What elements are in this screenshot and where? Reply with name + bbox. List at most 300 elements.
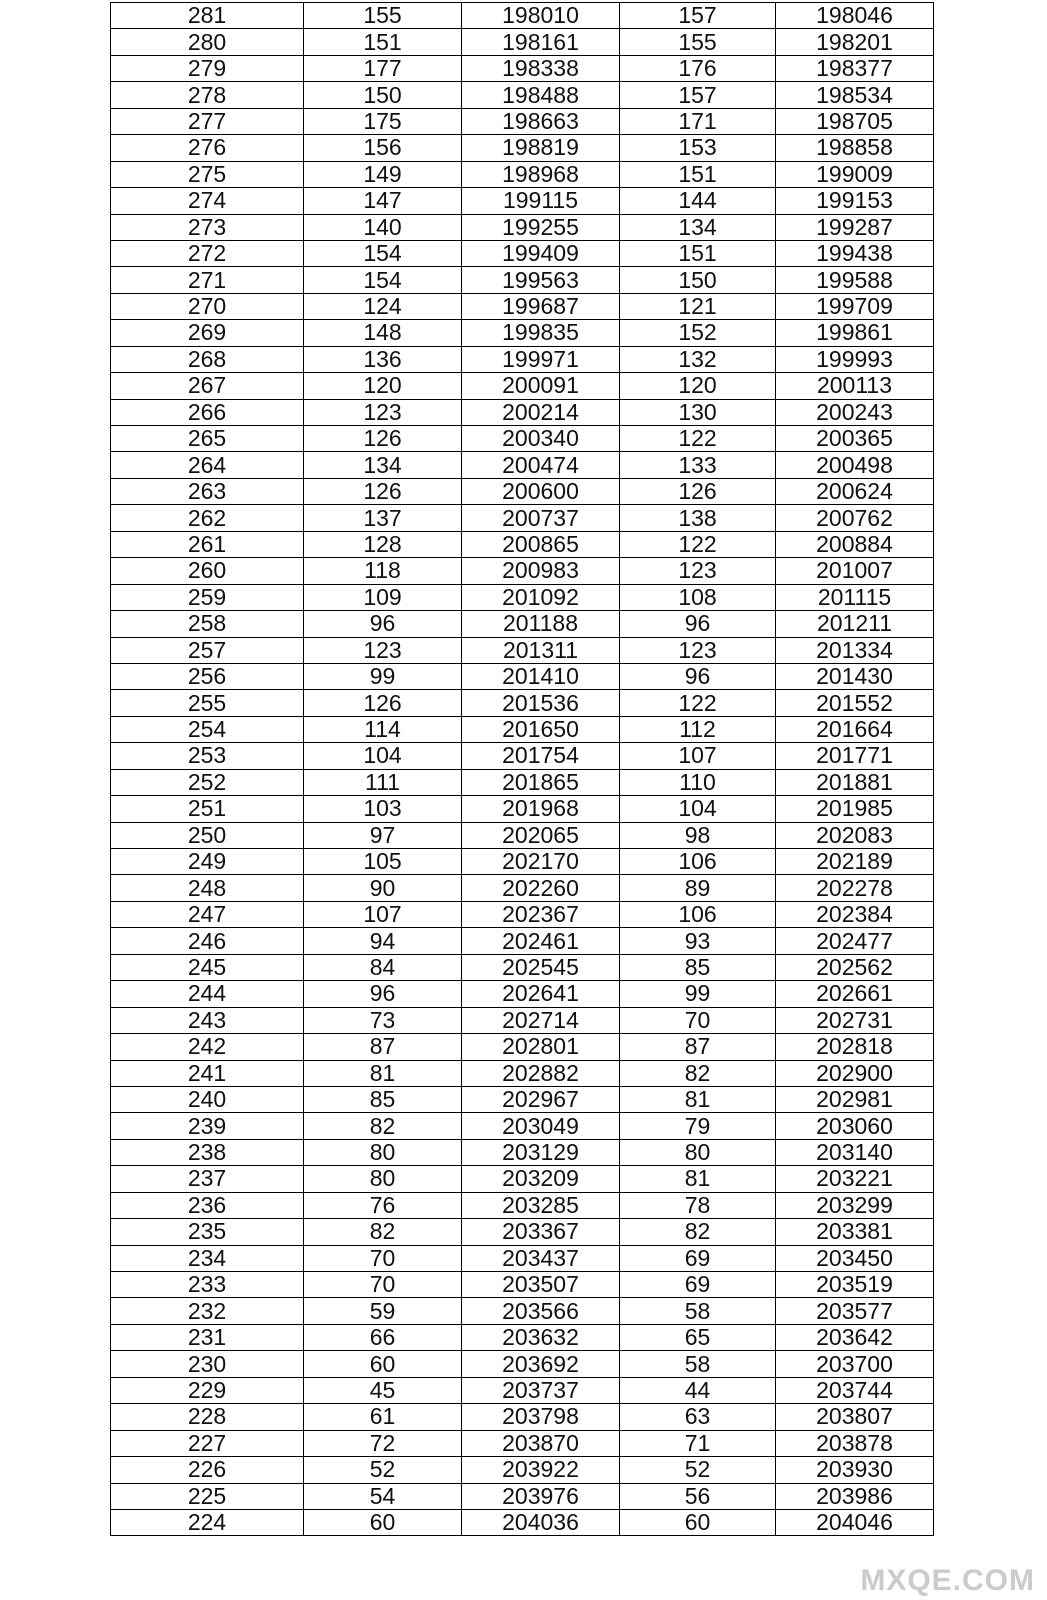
- table-row: [111, 1457, 934, 1483]
- table-cell: 201311: [462, 637, 620, 663]
- table-cell: 200865: [462, 531, 620, 557]
- table-cell: 59: [304, 1298, 462, 1324]
- table-cell: 236: [111, 1192, 304, 1218]
- table-cell: 133: [620, 452, 776, 478]
- table-cell: 82: [304, 1219, 462, 1245]
- table-cell: 281: [111, 3, 304, 29]
- table-cell: 66: [304, 1324, 462, 1350]
- table-cell: 82: [620, 1219, 776, 1245]
- table-cell: 202065: [462, 822, 620, 848]
- table-cell: 201865: [462, 769, 620, 795]
- table-body: [111, 3, 934, 1536]
- table-cell: 52: [304, 1457, 462, 1483]
- table-cell: 152: [620, 320, 776, 346]
- table-row: [111, 1007, 934, 1033]
- table-cell: 199588: [776, 267, 934, 293]
- table-row: [111, 769, 934, 795]
- table-cell: 106: [620, 901, 776, 927]
- table-cell: 137: [304, 505, 462, 531]
- table-cell: 198819: [462, 135, 620, 161]
- table-cell: 203878: [776, 1430, 934, 1456]
- table-cell: 109: [304, 584, 462, 610]
- table-cell: 149: [304, 161, 462, 187]
- table-cell: 201754: [462, 743, 620, 769]
- table-cell: 202562: [776, 954, 934, 980]
- table-cell: 275: [111, 161, 304, 187]
- table-cell: 201115: [776, 584, 934, 610]
- table-row: [111, 399, 934, 425]
- table-cell: 155: [304, 3, 462, 29]
- table-cell: 270: [111, 293, 304, 319]
- table-cell: 126: [304, 426, 462, 452]
- watermark-logo: MXQE.COM: [860, 1564, 1035, 1597]
- table-cell: 203692: [462, 1351, 620, 1377]
- table-cell: 201007: [776, 558, 934, 584]
- table-cell: 239: [111, 1113, 304, 1139]
- table-row: [111, 29, 934, 55]
- table-cell: 73: [304, 1007, 462, 1033]
- table-cell: 198338: [462, 55, 620, 81]
- table-cell: 199835: [462, 320, 620, 346]
- table-cell: 246: [111, 928, 304, 954]
- table-cell: 204046: [776, 1509, 934, 1535]
- table-cell: 200498: [776, 452, 934, 478]
- table-cell: 202900: [776, 1060, 934, 1086]
- table-cell: 144: [620, 188, 776, 214]
- table-row: [111, 161, 934, 187]
- table-cell: 265: [111, 426, 304, 452]
- table-row: [111, 452, 934, 478]
- table-cell: 203922: [462, 1457, 620, 1483]
- table-cell: 123: [304, 399, 462, 425]
- table-row: [111, 637, 934, 663]
- table-cell: 225: [111, 1483, 304, 1509]
- table-cell: 72: [304, 1430, 462, 1456]
- table-cell: 138: [620, 505, 776, 531]
- table-cell: 198534: [776, 82, 934, 108]
- table-cell: 60: [304, 1509, 462, 1535]
- table-cell: 199287: [776, 214, 934, 240]
- table-cell: 202818: [776, 1034, 934, 1060]
- table-cell: 198010: [462, 3, 620, 29]
- table-cell: 241: [111, 1060, 304, 1086]
- table-row: [111, 1139, 934, 1165]
- table-cell: 84: [304, 954, 462, 980]
- table-cell: 199861: [776, 320, 934, 346]
- table-cell: 54: [304, 1483, 462, 1509]
- score-distribution-table: [110, 2, 934, 1536]
- table-cell: 203221: [776, 1166, 934, 1192]
- table-cell: 69: [620, 1245, 776, 1271]
- table-cell: 150: [304, 82, 462, 108]
- table-cell: 228: [111, 1404, 304, 1430]
- table-row: [111, 1060, 934, 1086]
- table-cell: 80: [304, 1166, 462, 1192]
- table-cell: 198663: [462, 108, 620, 134]
- table-cell: 203930: [776, 1457, 934, 1483]
- table-cell: 175: [304, 108, 462, 134]
- table-cell: 202189: [776, 849, 934, 875]
- table-cell: 97: [304, 822, 462, 848]
- table-cell: 203870: [462, 1430, 620, 1456]
- table-row: [111, 796, 934, 822]
- table-cell: 202083: [776, 822, 934, 848]
- table-cell: 81: [620, 1166, 776, 1192]
- table-cell: 201430: [776, 663, 934, 689]
- table-cell: 199709: [776, 293, 934, 319]
- table-cell: 202170: [462, 849, 620, 875]
- table-cell: 251: [111, 796, 304, 822]
- table-cell: 81: [304, 1060, 462, 1086]
- table-row: [111, 928, 934, 954]
- table-row: [111, 981, 934, 1007]
- table-cell: 203450: [776, 1245, 934, 1271]
- table-cell: 121: [620, 293, 776, 319]
- table-cell: 254: [111, 716, 304, 742]
- table-cell: 111: [304, 769, 462, 795]
- table-cell: 151: [620, 161, 776, 187]
- table-row: [111, 822, 934, 848]
- table-cell: 259: [111, 584, 304, 610]
- table-cell: 105: [304, 849, 462, 875]
- table-cell: 201881: [776, 769, 934, 795]
- table-cell: 253: [111, 743, 304, 769]
- table-cell: 201334: [776, 637, 934, 663]
- table-cell: 201771: [776, 743, 934, 769]
- table-cell: 124: [304, 293, 462, 319]
- table-cell: 201968: [462, 796, 620, 822]
- table-row: [111, 320, 934, 346]
- table-row: [111, 135, 934, 161]
- table-cell: 200091: [462, 373, 620, 399]
- table-cell: 128: [304, 531, 462, 557]
- table-cell: 202661: [776, 981, 934, 1007]
- table-cell: 199438: [776, 240, 934, 266]
- table-cell: 255: [111, 690, 304, 716]
- table-cell: 199563: [462, 267, 620, 293]
- table-cell: 203519: [776, 1272, 934, 1298]
- table-cell: 203507: [462, 1272, 620, 1298]
- table-row: [111, 346, 934, 372]
- table-cell: 126: [304, 478, 462, 504]
- table-cell: 266: [111, 399, 304, 425]
- table-cell: 93: [620, 928, 776, 954]
- table-cell: 200113: [776, 373, 934, 399]
- table-cell: 85: [620, 954, 776, 980]
- table-row: [111, 55, 934, 81]
- table-cell: 122: [620, 531, 776, 557]
- table-cell: 234: [111, 1245, 304, 1271]
- table-cell: 104: [304, 743, 462, 769]
- table-cell: 107: [304, 901, 462, 927]
- table-cell: 156: [304, 135, 462, 161]
- table-cell: 198968: [462, 161, 620, 187]
- table-row: [111, 188, 934, 214]
- table-row: [111, 954, 934, 980]
- table-row: [111, 240, 934, 266]
- table-cell: 157: [620, 3, 776, 29]
- table-cell: 81: [620, 1086, 776, 1112]
- table-cell: 202260: [462, 875, 620, 901]
- table-cell: 269: [111, 320, 304, 346]
- table-cell: 70: [304, 1245, 462, 1271]
- table-cell: 70: [620, 1007, 776, 1033]
- table-cell: 148: [304, 320, 462, 346]
- table-row: [111, 1192, 934, 1218]
- table-cell: 238: [111, 1139, 304, 1165]
- table-cell: 155: [620, 29, 776, 55]
- table-cell: 151: [304, 29, 462, 55]
- table-cell: 250: [111, 822, 304, 848]
- table-cell: 199115: [462, 188, 620, 214]
- table-cell: 226: [111, 1457, 304, 1483]
- table-cell: 200983: [462, 558, 620, 584]
- table-cell: 272: [111, 240, 304, 266]
- table-row: [111, 716, 934, 742]
- table-cell: 200243: [776, 399, 934, 425]
- table-cell: 52: [620, 1457, 776, 1483]
- table-row: [111, 478, 934, 504]
- table-cell: 122: [620, 690, 776, 716]
- table-cell: 232: [111, 1298, 304, 1324]
- table-row: [111, 108, 934, 134]
- table-cell: 65: [620, 1324, 776, 1350]
- table-cell: 203744: [776, 1377, 934, 1403]
- table-cell: 277: [111, 108, 304, 134]
- table-cell: 203577: [776, 1298, 934, 1324]
- table-row: [111, 267, 934, 293]
- table-cell: 120: [620, 373, 776, 399]
- table-cell: 271: [111, 267, 304, 293]
- table-cell: 63: [620, 1404, 776, 1430]
- table-cell: 89: [620, 875, 776, 901]
- table-row: [111, 1351, 934, 1377]
- table-cell: 98: [620, 822, 776, 848]
- table-cell: 108: [620, 584, 776, 610]
- table-cell: 107: [620, 743, 776, 769]
- table-cell: 200474: [462, 452, 620, 478]
- table-cell: 242: [111, 1034, 304, 1060]
- table-row: [111, 1324, 934, 1350]
- table-cell: 202714: [462, 1007, 620, 1033]
- table-cell: 264: [111, 452, 304, 478]
- table-cell: 60: [620, 1509, 776, 1535]
- table-cell: 200624: [776, 478, 934, 504]
- table-cell: 126: [620, 478, 776, 504]
- table-cell: 58: [620, 1351, 776, 1377]
- table-cell: 203285: [462, 1192, 620, 1218]
- table-cell: 150: [620, 267, 776, 293]
- table-cell: 203381: [776, 1219, 934, 1245]
- table-cell: 70: [304, 1272, 462, 1298]
- table-row: [111, 875, 934, 901]
- table-cell: 267: [111, 373, 304, 399]
- table-cell: 231: [111, 1324, 304, 1350]
- table-cell: 198201: [776, 29, 934, 55]
- table-cell: 134: [620, 214, 776, 240]
- table-cell: 44: [620, 1377, 776, 1403]
- table-cell: 171: [620, 108, 776, 134]
- table-row: [111, 293, 934, 319]
- table-row: [111, 1298, 934, 1324]
- table-row: [111, 584, 934, 610]
- table-cell: 202384: [776, 901, 934, 927]
- table-cell: 96: [304, 611, 462, 637]
- table-cell: 114: [304, 716, 462, 742]
- table-cell: 198161: [462, 29, 620, 55]
- table-cell: 58: [620, 1298, 776, 1324]
- table-cell: 120: [304, 373, 462, 399]
- table-cell: 202981: [776, 1086, 934, 1112]
- table-cell: 104: [620, 796, 776, 822]
- table-cell: 136: [304, 346, 462, 372]
- table-cell: 274: [111, 188, 304, 214]
- table-cell: 276: [111, 135, 304, 161]
- table-cell: 201092: [462, 584, 620, 610]
- table-cell: 260: [111, 558, 304, 584]
- table-cell: 202967: [462, 1086, 620, 1112]
- table-cell: 235: [111, 1219, 304, 1245]
- table-cell: 201410: [462, 663, 620, 689]
- table-cell: 80: [620, 1139, 776, 1165]
- table-cell: 85: [304, 1086, 462, 1112]
- table-row: [111, 426, 934, 452]
- table-cell: 201536: [462, 690, 620, 716]
- table-cell: 79: [620, 1113, 776, 1139]
- table-cell: 200600: [462, 478, 620, 504]
- table-cell: 151: [620, 240, 776, 266]
- table-cell: 200214: [462, 399, 620, 425]
- table-row: [111, 1483, 934, 1509]
- table-cell: 87: [304, 1034, 462, 1060]
- table-cell: 203642: [776, 1324, 934, 1350]
- table-row: [111, 849, 934, 875]
- table-cell: 200340: [462, 426, 620, 452]
- table-row: [111, 505, 934, 531]
- table-cell: 229: [111, 1377, 304, 1403]
- table-cell: 244: [111, 981, 304, 1007]
- table-row: [111, 214, 934, 240]
- table-cell: 112: [620, 716, 776, 742]
- table-cell: 203737: [462, 1377, 620, 1403]
- table-cell: 203807: [776, 1404, 934, 1430]
- table-cell: 106: [620, 849, 776, 875]
- table-row: [111, 1086, 934, 1112]
- table-cell: 199009: [776, 161, 934, 187]
- table-cell: 199255: [462, 214, 620, 240]
- table-row: [111, 1113, 934, 1139]
- table-cell: 126: [304, 690, 462, 716]
- table-cell: 233: [111, 1272, 304, 1298]
- table-row: [111, 1245, 934, 1271]
- table-row: [111, 663, 934, 689]
- table-row: [111, 1430, 934, 1456]
- table-cell: 252: [111, 769, 304, 795]
- table-cell: 203976: [462, 1483, 620, 1509]
- table-row: [111, 3, 934, 29]
- table-cell: 203129: [462, 1139, 620, 1165]
- table-row: [111, 743, 934, 769]
- table-row: [111, 1377, 934, 1403]
- table-cell: 203986: [776, 1483, 934, 1509]
- table-cell: 94: [304, 928, 462, 954]
- table-cell: 280: [111, 29, 304, 55]
- table-cell: 103: [304, 796, 462, 822]
- table-cell: 123: [620, 558, 776, 584]
- table-cell: 257: [111, 637, 304, 663]
- table-cell: 198858: [776, 135, 934, 161]
- table-cell: 123: [304, 637, 462, 663]
- table-cell: 279: [111, 55, 304, 81]
- table-cell: 261: [111, 531, 304, 557]
- table-cell: 237: [111, 1166, 304, 1192]
- table-cell: 202545: [462, 954, 620, 980]
- table-cell: 203049: [462, 1113, 620, 1139]
- table-cell: 76: [304, 1192, 462, 1218]
- table-row: [111, 1166, 934, 1192]
- table-cell: 203367: [462, 1219, 620, 1245]
- table-cell: 278: [111, 82, 304, 108]
- table-cell: 201552: [776, 690, 934, 716]
- table-row: [111, 901, 934, 927]
- table-cell: 202477: [776, 928, 934, 954]
- table-cell: 140: [304, 214, 462, 240]
- table-row: [111, 1404, 934, 1430]
- table-cell: 177: [304, 55, 462, 81]
- table-cell: 147: [304, 188, 462, 214]
- table-cell: 71: [620, 1430, 776, 1456]
- table-cell: 110: [620, 769, 776, 795]
- table-cell: 201188: [462, 611, 620, 637]
- table-cell: 224: [111, 1509, 304, 1535]
- table-cell: 203140: [776, 1139, 934, 1165]
- table-cell: 262: [111, 505, 304, 531]
- table-cell: 154: [304, 240, 462, 266]
- table-cell: 268: [111, 346, 304, 372]
- table-cell: 157: [620, 82, 776, 108]
- table-cell: 132: [620, 346, 776, 372]
- table-cell: 203798: [462, 1404, 620, 1430]
- table-cell: 134: [304, 452, 462, 478]
- table-cell: 245: [111, 954, 304, 980]
- table-row: [111, 1509, 934, 1535]
- table-cell: 201985: [776, 796, 934, 822]
- table-cell: 154: [304, 267, 462, 293]
- table-cell: 248: [111, 875, 304, 901]
- table-cell: 82: [304, 1113, 462, 1139]
- table-cell: 198488: [462, 82, 620, 108]
- table-cell: 203209: [462, 1166, 620, 1192]
- table-cell: 198705: [776, 108, 934, 134]
- table-cell: 202367: [462, 901, 620, 927]
- table-cell: 198046: [776, 3, 934, 29]
- table-cell: 45: [304, 1377, 462, 1403]
- table-cell: 230: [111, 1351, 304, 1377]
- table-cell: 87: [620, 1034, 776, 1060]
- table-row: [111, 1272, 934, 1298]
- table-cell: 201650: [462, 716, 620, 742]
- table-row: [111, 82, 934, 108]
- table-row: [111, 611, 934, 637]
- table-cell: 202641: [462, 981, 620, 1007]
- table-cell: 247: [111, 901, 304, 927]
- table-cell: 199993: [776, 346, 934, 372]
- table-cell: 249: [111, 849, 304, 875]
- table-cell: 256: [111, 663, 304, 689]
- table-cell: 202278: [776, 875, 934, 901]
- table-cell: 202801: [462, 1034, 620, 1060]
- table-cell: 203566: [462, 1298, 620, 1324]
